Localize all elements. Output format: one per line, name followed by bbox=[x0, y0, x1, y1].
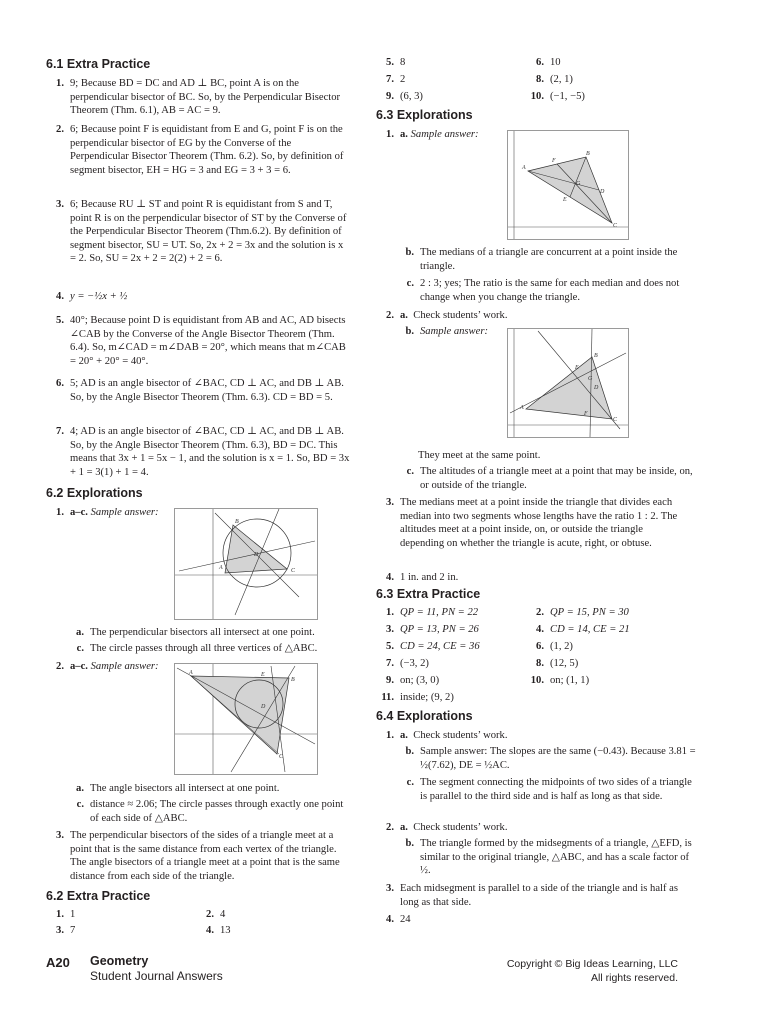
part-text: The angle bisectors all intersect at one point. bbox=[90, 783, 280, 794]
item-number: 1. bbox=[386, 129, 394, 140]
part-label: a–c. bbox=[70, 507, 88, 518]
item-number: 5. bbox=[386, 641, 394, 652]
item-text: (6, 3) bbox=[400, 91, 423, 102]
item-number: 8. bbox=[536, 658, 544, 669]
figure-altitudes bbox=[507, 328, 629, 438]
item-text: on; (3, 0) bbox=[400, 675, 440, 686]
item-text: 5; AD is an angle bisector of ∠BAC, CD ⊥ AC, and DB ⊥ AB. So, by the Angle Bisector Theorem (Thm. 6.3). CD = BD = 5. bbox=[70, 378, 344, 403]
item-text: 1 bbox=[70, 909, 76, 920]
item-number: 4. bbox=[386, 572, 394, 583]
answer-part bbox=[66, 642, 356, 656]
item-text: 4 bbox=[220, 909, 226, 920]
svg-text:A: A bbox=[219, 565, 223, 571]
item-text: QP = 11, PN = 22 bbox=[400, 607, 479, 618]
item-text: 7 bbox=[70, 925, 76, 936]
answer-item bbox=[46, 909, 75, 920]
item-text: 10 bbox=[550, 57, 561, 68]
section-heading-6-3-extra-practice: 6.3 Extra Practice bbox=[376, 587, 481, 601]
svg-text:G: G bbox=[588, 376, 593, 382]
item-number: 9. bbox=[386, 675, 394, 686]
item-number: 3. bbox=[56, 830, 64, 841]
part-text: The circle passes through all three vertices of △ABC. bbox=[90, 643, 318, 654]
part-label: a. bbox=[400, 310, 408, 321]
part-label: a–c. bbox=[70, 661, 88, 672]
item-number: 2. bbox=[386, 310, 394, 321]
page-footer-right bbox=[507, 957, 678, 985]
item-number: 6. bbox=[536, 57, 544, 68]
item-text: 6; Because point F is equidistant from E and G, point F is on the perpendicular bisector of EG by the Converse of the Perpendicular Bisector Theorem (Thm. 6.2). So, by definition of segment bisector, EH = HG = 3 and EG = 3 + 3 = 6. bbox=[70, 124, 344, 176]
answer-item bbox=[46, 314, 351, 372]
item-text: Each midsegment is parallel to a side of the triangle and is half as long as that side. bbox=[400, 883, 678, 908]
item-number: 6. bbox=[56, 378, 64, 389]
item-number: 9. bbox=[386, 91, 394, 102]
answer-item bbox=[526, 74, 573, 85]
sample-label: Sample answer: bbox=[420, 326, 488, 337]
svg-text:D: D bbox=[600, 189, 605, 195]
item-text: (2, 1) bbox=[550, 74, 573, 85]
answer-item bbox=[526, 607, 629, 618]
item-number: 7. bbox=[386, 74, 394, 85]
answer-item bbox=[376, 641, 480, 652]
svg-text:D: D bbox=[261, 704, 266, 710]
part-label: c. bbox=[406, 777, 414, 788]
answer-item bbox=[46, 198, 351, 284]
svg-text:C: C bbox=[291, 568, 296, 574]
part-text: The perpendicular bisectors all intersect at one point. bbox=[90, 627, 315, 638]
part-label: a. bbox=[400, 129, 408, 140]
section-heading-6-4-explorations: 6.4 Explorations bbox=[376, 709, 473, 723]
svg-text:E: E bbox=[563, 197, 567, 203]
answer-item bbox=[376, 675, 439, 686]
part-text: 2 : 3; yes; The ratio is the same for each median and does not change when you change the triangle. bbox=[420, 278, 680, 303]
item-number: 7. bbox=[386, 658, 394, 669]
footer-book-title: Student Journal Answers bbox=[90, 969, 223, 983]
answer-item bbox=[46, 77, 351, 121]
section-heading-6-2-extra-practice: 6.2 Extra Practice bbox=[46, 889, 151, 903]
section-heading-6-1-extra-practice: 6.1 Extra Practice bbox=[46, 57, 151, 71]
item-number: 10. bbox=[530, 675, 544, 686]
part-label: b. bbox=[405, 838, 414, 849]
part-text: Check students’ work. bbox=[413, 730, 508, 741]
item-text: 6; Because RU ⊥ ST and point R is equidistant from S and T, point R is on the perpendicular bisector of ST by the Converse of the Perpendicular Bisector Theorem (Thm.6.2). By definition of segment bisector, SU = UT. So, 2x + 2 = 3x and the solution is x = 2. So, SU = 2x + 2 = 2(2) + 2 = 6. bbox=[70, 199, 347, 265]
answer-item bbox=[526, 624, 630, 635]
item-number: 3. bbox=[386, 883, 394, 894]
svg-text:F: F bbox=[584, 411, 588, 417]
exploration-label bbox=[376, 128, 516, 144]
item-number: 8. bbox=[536, 74, 544, 85]
answer-item bbox=[196, 925, 231, 936]
figure-angle-bisectors bbox=[174, 663, 318, 775]
answer-item bbox=[46, 925, 75, 936]
answer-part bbox=[66, 798, 356, 826]
item-text: (−1, −5) bbox=[550, 91, 585, 102]
item-number: 4. bbox=[206, 925, 214, 936]
part-text: The medians of a triangle are concurrent at a point inside the triangle. bbox=[420, 247, 678, 272]
answer-item bbox=[376, 607, 478, 618]
answer-item bbox=[526, 675, 589, 686]
answer-part bbox=[396, 465, 696, 493]
item-text: (12, 5) bbox=[550, 658, 579, 669]
footer-subject: Geometry bbox=[90, 954, 149, 968]
sample-label: Sample answer: bbox=[90, 507, 159, 518]
answer-part bbox=[66, 626, 356, 640]
item-number: 1. bbox=[56, 78, 64, 89]
item-text: (−3, 2) bbox=[400, 658, 429, 669]
part-label: a. bbox=[76, 627, 84, 638]
item-text: (1, 2) bbox=[550, 641, 573, 652]
item-text: inside; (9, 2) bbox=[400, 692, 454, 703]
svg-text:C: C bbox=[613, 417, 618, 423]
svg-text:G: G bbox=[576, 181, 581, 187]
item-text: The medians meet at a point inside the triangle that divides each median into two segments whose lengths have the ratio 1 : 2. The altitudes meet at a point inside, on, or outside the triangle depending on whether the triangle is acute, right, or obtuse. bbox=[400, 497, 678, 549]
item-number: 5. bbox=[386, 57, 394, 68]
svg-text:B: B bbox=[291, 677, 295, 683]
answer-item bbox=[376, 57, 405, 68]
part-label: c. bbox=[406, 466, 414, 477]
item-text: 1 in. and 2 in. bbox=[400, 572, 459, 583]
answer-part bbox=[396, 246, 696, 274]
answer-part bbox=[66, 782, 356, 796]
item-text: 40°; Because point D is equidistant from AB and AC, AD bisects ∠CAB by the Converse of the Angle Bisector Theorem (Thm. 6.4). So, m∠CAD = m∠DAB = 20°, which means that m∠CAB = 20° + 20° = 40°. bbox=[70, 315, 346, 367]
item-text: QP = 15, PN = 30 bbox=[550, 607, 629, 618]
answer-item bbox=[376, 571, 686, 585]
part-label: b. bbox=[405, 247, 414, 258]
answer-part bbox=[396, 837, 696, 879]
item-text: CD = 24, CE = 36 bbox=[400, 641, 480, 652]
answer-item bbox=[526, 91, 585, 102]
svg-text:D: D bbox=[594, 385, 599, 391]
part-text: The altitudes of a triangle meet at a point that may be inside, on, or outside of the triangle. bbox=[420, 466, 693, 491]
part-label: b. bbox=[405, 746, 414, 757]
answer-item bbox=[46, 290, 351, 306]
svg-text:B: B bbox=[586, 151, 590, 157]
part-label: c. bbox=[76, 643, 84, 654]
item-number: 7. bbox=[56, 426, 64, 437]
item-text: 8 bbox=[400, 57, 406, 68]
answer-item bbox=[376, 913, 686, 927]
answer-item bbox=[376, 658, 429, 669]
svg-text:C: C bbox=[279, 754, 284, 760]
item-text: QP = 13, PN = 26 bbox=[400, 624, 479, 635]
sample-label: Sample answer: bbox=[410, 129, 479, 140]
answer-item bbox=[376, 74, 405, 85]
answer-item bbox=[376, 624, 479, 635]
answer-part bbox=[396, 277, 696, 305]
item-text: 24 bbox=[400, 914, 411, 925]
item-number: 2. bbox=[386, 822, 394, 833]
page-footer-left bbox=[46, 954, 223, 983]
item-number: 5. bbox=[56, 315, 64, 326]
svg-text:E: E bbox=[261, 672, 265, 678]
copyright-text: Copyright © Big Ideas Learning, LLC bbox=[506, 958, 678, 970]
item-number: 3. bbox=[386, 624, 394, 635]
part-text: Sample answer: The slopes are the same (−0.43). Because 3.81 = ½(7.62), DE = ½AC. bbox=[420, 746, 696, 771]
item-number: 2. bbox=[56, 661, 64, 672]
answer-item bbox=[376, 821, 686, 835]
answer-item bbox=[376, 91, 423, 102]
item-number: 2. bbox=[56, 124, 64, 135]
part-label: a. bbox=[400, 730, 408, 741]
svg-text:A: A bbox=[189, 670, 193, 676]
answer-part bbox=[396, 776, 696, 818]
svg-text:D: D bbox=[254, 552, 259, 558]
item-number: 3. bbox=[386, 497, 394, 508]
part-label: a. bbox=[76, 783, 84, 794]
item-number: 6. bbox=[536, 641, 544, 652]
answer-item bbox=[376, 729, 686, 743]
item-number: 2. bbox=[536, 607, 544, 618]
part-text: distance ≈ 2.06; The circle passes through exactly one point of each side of △ABC. bbox=[90, 799, 344, 824]
answer-item bbox=[376, 496, 686, 568]
answer-item bbox=[46, 829, 351, 887]
exploration-label bbox=[46, 506, 176, 522]
svg-text:F: F bbox=[552, 158, 556, 164]
item-number: 1. bbox=[56, 507, 64, 518]
answer-item bbox=[196, 909, 225, 920]
exploration-label bbox=[46, 660, 176, 676]
answer-item bbox=[376, 882, 686, 910]
item-text: 2 bbox=[400, 74, 406, 85]
item-text: y = −½x + ½ bbox=[70, 291, 128, 302]
part-text: The triangle formed by the midsegments of a triangle, △EFD, is similar to the original triangle, △ABC, and has a scale factor of ½. bbox=[420, 838, 692, 877]
item-number: 3. bbox=[56, 925, 64, 936]
section-heading-6-3-explorations: 6.3 Explorations bbox=[376, 108, 473, 122]
item-text: on; (1, 1) bbox=[550, 675, 590, 686]
item-number: 1. bbox=[386, 607, 394, 618]
part-text: The segment connecting the midpoints of two sides of a triangle is parallel to the third side and is half as long as that side. bbox=[420, 777, 692, 802]
item-number: 10. bbox=[530, 91, 544, 102]
answer-item bbox=[376, 309, 686, 323]
answer-item bbox=[46, 123, 351, 195]
answer-note: They meet at the same point. bbox=[418, 450, 541, 461]
answer-item bbox=[526, 641, 573, 652]
item-number: 11. bbox=[381, 692, 394, 703]
item-number: 2. bbox=[206, 909, 214, 920]
item-number: 3. bbox=[56, 199, 64, 210]
figure-perpendicular-bisectors bbox=[174, 508, 318, 620]
item-number: 4. bbox=[386, 914, 394, 925]
answer-part bbox=[396, 745, 696, 773]
item-text: 4; AD is an angle bisector of ∠BAC, CD ⊥ AC, and DB ⊥ AB. So, by the Angle Bisector Theorem (Thm. 6.3), BD = DC. This means that 3x + 1 = 5x − 1, and the solution is x = 1. So, BD = 3x + 1 = 3(1) + 1 = 4. bbox=[70, 426, 350, 478]
part-label: b. bbox=[405, 326, 414, 337]
answer-item bbox=[46, 425, 351, 483]
part-label: c. bbox=[406, 278, 414, 289]
sample-label: Sample answer: bbox=[90, 661, 159, 672]
item-number: 1. bbox=[386, 730, 394, 741]
answer-item bbox=[46, 377, 351, 421]
figure-medians bbox=[507, 130, 629, 240]
svg-text:E: E bbox=[575, 365, 579, 371]
item-text: CD = 14, CE = 21 bbox=[550, 624, 630, 635]
svg-text:A: A bbox=[520, 405, 524, 411]
page-number: A20 bbox=[46, 955, 70, 970]
part-text: Check students’ work. bbox=[413, 310, 508, 321]
item-text: The perpendicular bisectors of the sides of a triangle meet at a point that is the same distance from each vertex of the triangle. The angle bisectors of a triangle meet at a point that is the same distance from each side of the triangle. bbox=[70, 830, 340, 882]
answer-item bbox=[526, 57, 561, 68]
answer-item bbox=[376, 692, 454, 703]
part-label: a. bbox=[400, 822, 408, 833]
part-text: Check students’ work. bbox=[413, 822, 508, 833]
part-label: c. bbox=[76, 799, 84, 810]
svg-text:B: B bbox=[235, 519, 239, 525]
item-number: 4. bbox=[56, 291, 64, 302]
rights-text: All rights reserved. bbox=[591, 972, 678, 984]
answer-item bbox=[526, 658, 578, 669]
svg-text:C: C bbox=[613, 223, 618, 229]
item-number: 4. bbox=[536, 624, 544, 635]
item-text: 13 bbox=[220, 925, 231, 936]
item-number: 1. bbox=[56, 909, 64, 920]
svg-text:B: B bbox=[594, 353, 598, 359]
section-heading-6-2-explorations: 6.2 Explorations bbox=[46, 486, 143, 500]
svg-text:A: A bbox=[522, 165, 526, 171]
item-text: 9; Because BD = DC and AD ⊥ BC, point A is on the perpendicular bisector of BC. So, by the Perpendicular Bisector Theorem (Thm. 6.1), AB = AC = 9. bbox=[70, 78, 341, 117]
